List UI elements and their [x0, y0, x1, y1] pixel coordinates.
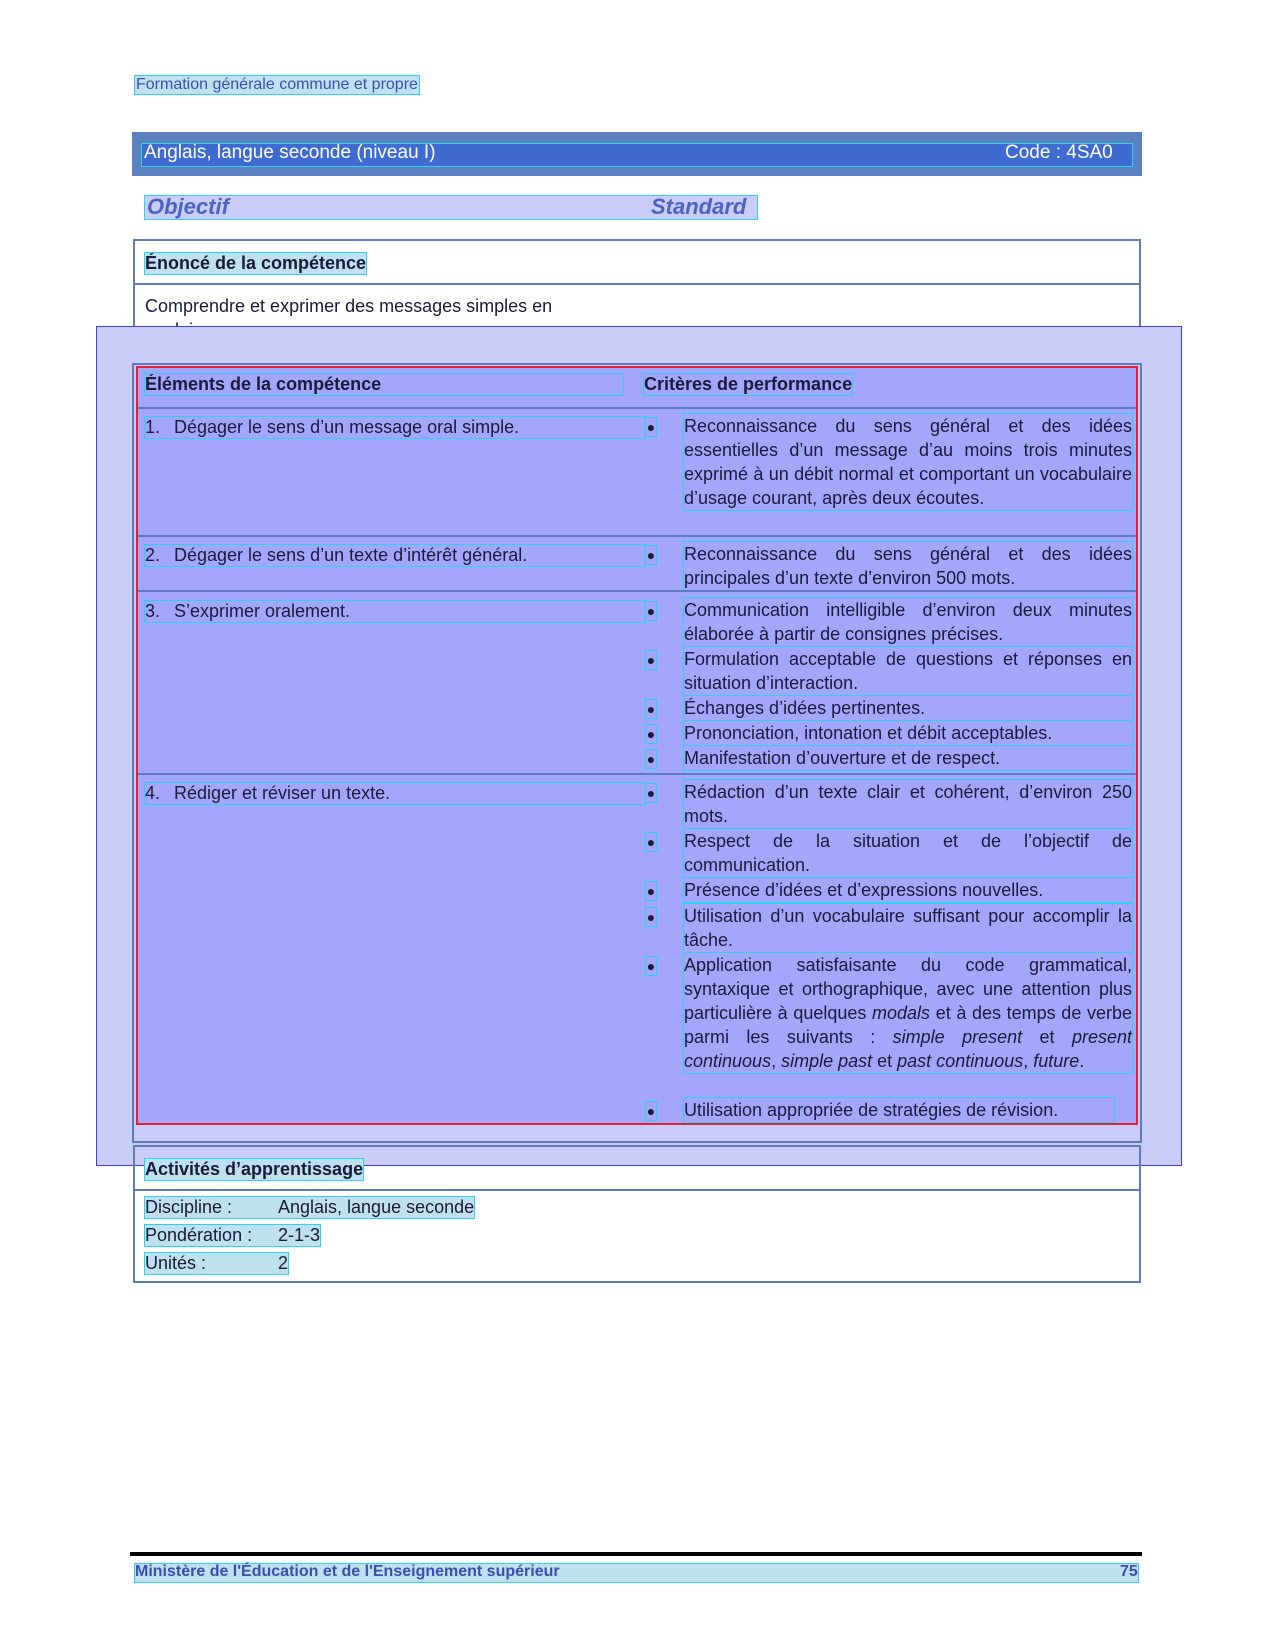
enonce-title: Énoncé de la compétence	[145, 253, 367, 273]
bullet-icon: ●	[646, 909, 656, 925]
col-header-elements: Éléments de la compétence	[145, 374, 623, 395]
criterion-4-4: Utilisation d’un vocabulaire suffisant pour accomplir la tâche.	[684, 906, 1132, 950]
col-header-criteria: Critères de performance	[644, 374, 853, 394]
criterion-3-2: Formulation acceptable de questions et réponses en situation d’interaction.	[684, 649, 1132, 693]
activities-divider	[135, 1189, 1139, 1191]
bullet-icon: ●	[646, 1103, 656, 1119]
enonce-text: Comprendre et exprimer des messages simples en	[145, 296, 553, 316]
bullet-icon: ●	[646, 785, 656, 801]
course-code: Code : 4SA0	[1005, 142, 1113, 163]
criterion-4-2: Respect de la situation et de l’objectif de communication.	[684, 831, 1132, 875]
criterion-1-1: Reconnaissance du sens général et des idées essentielles d’un message d’au moins trois minutes exprimé à un débit normal et comportant un vocabulaire d’usage courant, après deux écoutes.	[684, 416, 1132, 508]
element-3: 3. S’exprimer oralement.	[145, 601, 645, 622]
objective-value: Standard	[651, 194, 747, 219]
criterion-3-3: Échanges d’idées pertinentes.	[684, 696, 1132, 720]
criterion-3-1: Communication intelligible d’environ deux minutes élaborée à partir de consignes précises.	[684, 600, 1132, 644]
bullet-icon: ●	[646, 652, 656, 668]
bullet-icon: ●	[646, 834, 656, 850]
course-title: Anglais, langue seconde (niveau I)	[144, 142, 436, 163]
bullet-icon: ●	[646, 547, 656, 563]
bullet-icon: ●	[646, 701, 656, 717]
unites-row: Unités : 2	[145, 1253, 289, 1273]
criterion-4-1: Rédaction d’un texte clair et cohérent, d’environ 250 mots.	[684, 782, 1132, 826]
discipline-row: Discipline : Anglais, langue seconde	[145, 1197, 475, 1217]
row-divider	[138, 407, 1136, 409]
bullet-icon: ●	[646, 419, 656, 435]
footer-rule	[130, 1552, 1142, 1556]
criterion-4-6: Utilisation appropriée de stratégies de révision.	[684, 1098, 1114, 1122]
ponderation-row: Pondération : 2-1-3	[145, 1225, 321, 1245]
bullet-icon: ●	[646, 958, 656, 974]
row-divider	[138, 535, 1136, 537]
row-divider	[138, 773, 1136, 775]
criterion-4-5	[684, 953, 1132, 1073]
program-label: Formation générale commune et propre	[136, 76, 418, 93]
element-4: 4. Rédiger et réviser un texte.	[145, 783, 645, 804]
bullet-icon: ●	[646, 603, 656, 619]
criterion-2-1: Reconnaissance du sens général et des idées principales d’un texte d’environ 500 mots.	[684, 544, 1132, 588]
enonce-divider	[135, 283, 1139, 285]
criterion-4-3: Présence d’idées et d’expressions nouvelles.	[684, 878, 1132, 902]
bullet-icon: ●	[646, 726, 656, 742]
criterion-3-5: Manifestation d’ouverture et de respect.	[684, 746, 1132, 770]
row-divider	[138, 590, 1136, 592]
footer-ministry: Ministère de l'Éducation et de l'Enseignement supérieur	[135, 1563, 560, 1580]
criterion-3-4: Prononciation, intonation et débit acceptables.	[684, 721, 1132, 745]
element-1: 1. Dégager le sens d’un message oral simple.	[145, 417, 645, 438]
criterion-4-5-text: Application satisfaisante du code grammatical, syntaxique et orthographique, avec une attention plus particulière à quelques modals et à des temps de verbe parmi les suivants : simple present et present continuous, simple past et past continuous, future.	[684, 955, 1133, 1071]
objective-label: Objectif	[147, 194, 229, 219]
page-number: 75	[1120, 1563, 1138, 1580]
activities-title: Activités d’apprentissage	[145, 1159, 364, 1179]
element-2: 2. Dégager le sens d’un texte d’intérêt général.	[145, 545, 645, 566]
bullet-icon: ●	[646, 751, 656, 767]
bullet-icon: ●	[646, 883, 656, 899]
